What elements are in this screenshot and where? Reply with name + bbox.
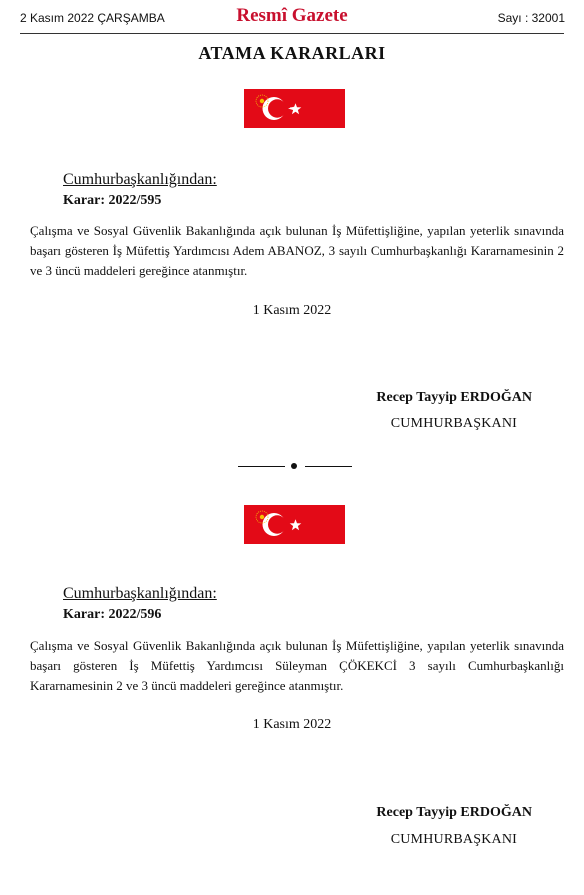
issue-number: Sayı : 32001: [497, 11, 565, 25]
section-title: ATAMA KARARLARI: [198, 43, 386, 63]
turkish-flag-icon: [244, 505, 345, 544]
turkish-flag-icon: [244, 89, 345, 128]
section-separator: [0, 458, 584, 472]
decision-body-text: Çalışma ve Sosyal Güvenlik Bakanlığında açık bulunan İş Müfettişliğine, yapılan yeterlik sınavında başarı gösteren İş Müfettiş Yardımcısı Süleyman ÇÖKEKCİ 3 sayılı Cumhurbaşkanlığı Kararnamesinin 2 ve 3 üncü maddeleri gereğince atanmıştır.: [30, 638, 564, 693]
decision-date: 1 Kasım 2022: [252, 717, 332, 732]
header-date: 2 Kasım 2022 ÇARŞAMBA: [20, 11, 165, 25]
signer-title: CUMHURBAŞKANI: [390, 416, 517, 431]
signer-title: CUMHURBAŞKANI: [390, 832, 517, 847]
signer-name: Recep Tayyip ERDOĞAN: [376, 390, 532, 405]
separator-line-right: [305, 466, 352, 467]
page-header: [0, 0, 584, 34]
decision-body-text: Çalışma ve Sosyal Güvenlik Bakanlığında açık bulunan İş Müfettişliğine, yapılan yeterlik sınavında başarı gösteren İş Müfettiş Yardımcısı Adem ABANOZ, 3 sayılı Cumhurbaşkanlığı Kararnamesinin 2 ve 3 üncü maddeleri gereğince atanmıştır.: [30, 223, 564, 278]
separator-dot: [291, 463, 297, 469]
decision-body: [30, 636, 564, 696]
gazette-title: Resmî Gazete: [236, 5, 348, 26]
issuer-heading: Cumhurbaşkanlığından:: [63, 585, 217, 602]
issuer-heading: Cumhurbaşkanlığından:: [63, 171, 217, 188]
signer-name: Recep Tayyip ERDOĞAN: [376, 805, 532, 820]
separator-line-left: [238, 466, 285, 467]
decision-number: Karar: 2022/595: [63, 193, 162, 208]
decision-number: Karar: 2022/596: [63, 607, 162, 622]
decision-body: [30, 221, 564, 281]
header-rule: [20, 33, 564, 34]
decision-date: 1 Kasım 2022: [252, 303, 332, 318]
